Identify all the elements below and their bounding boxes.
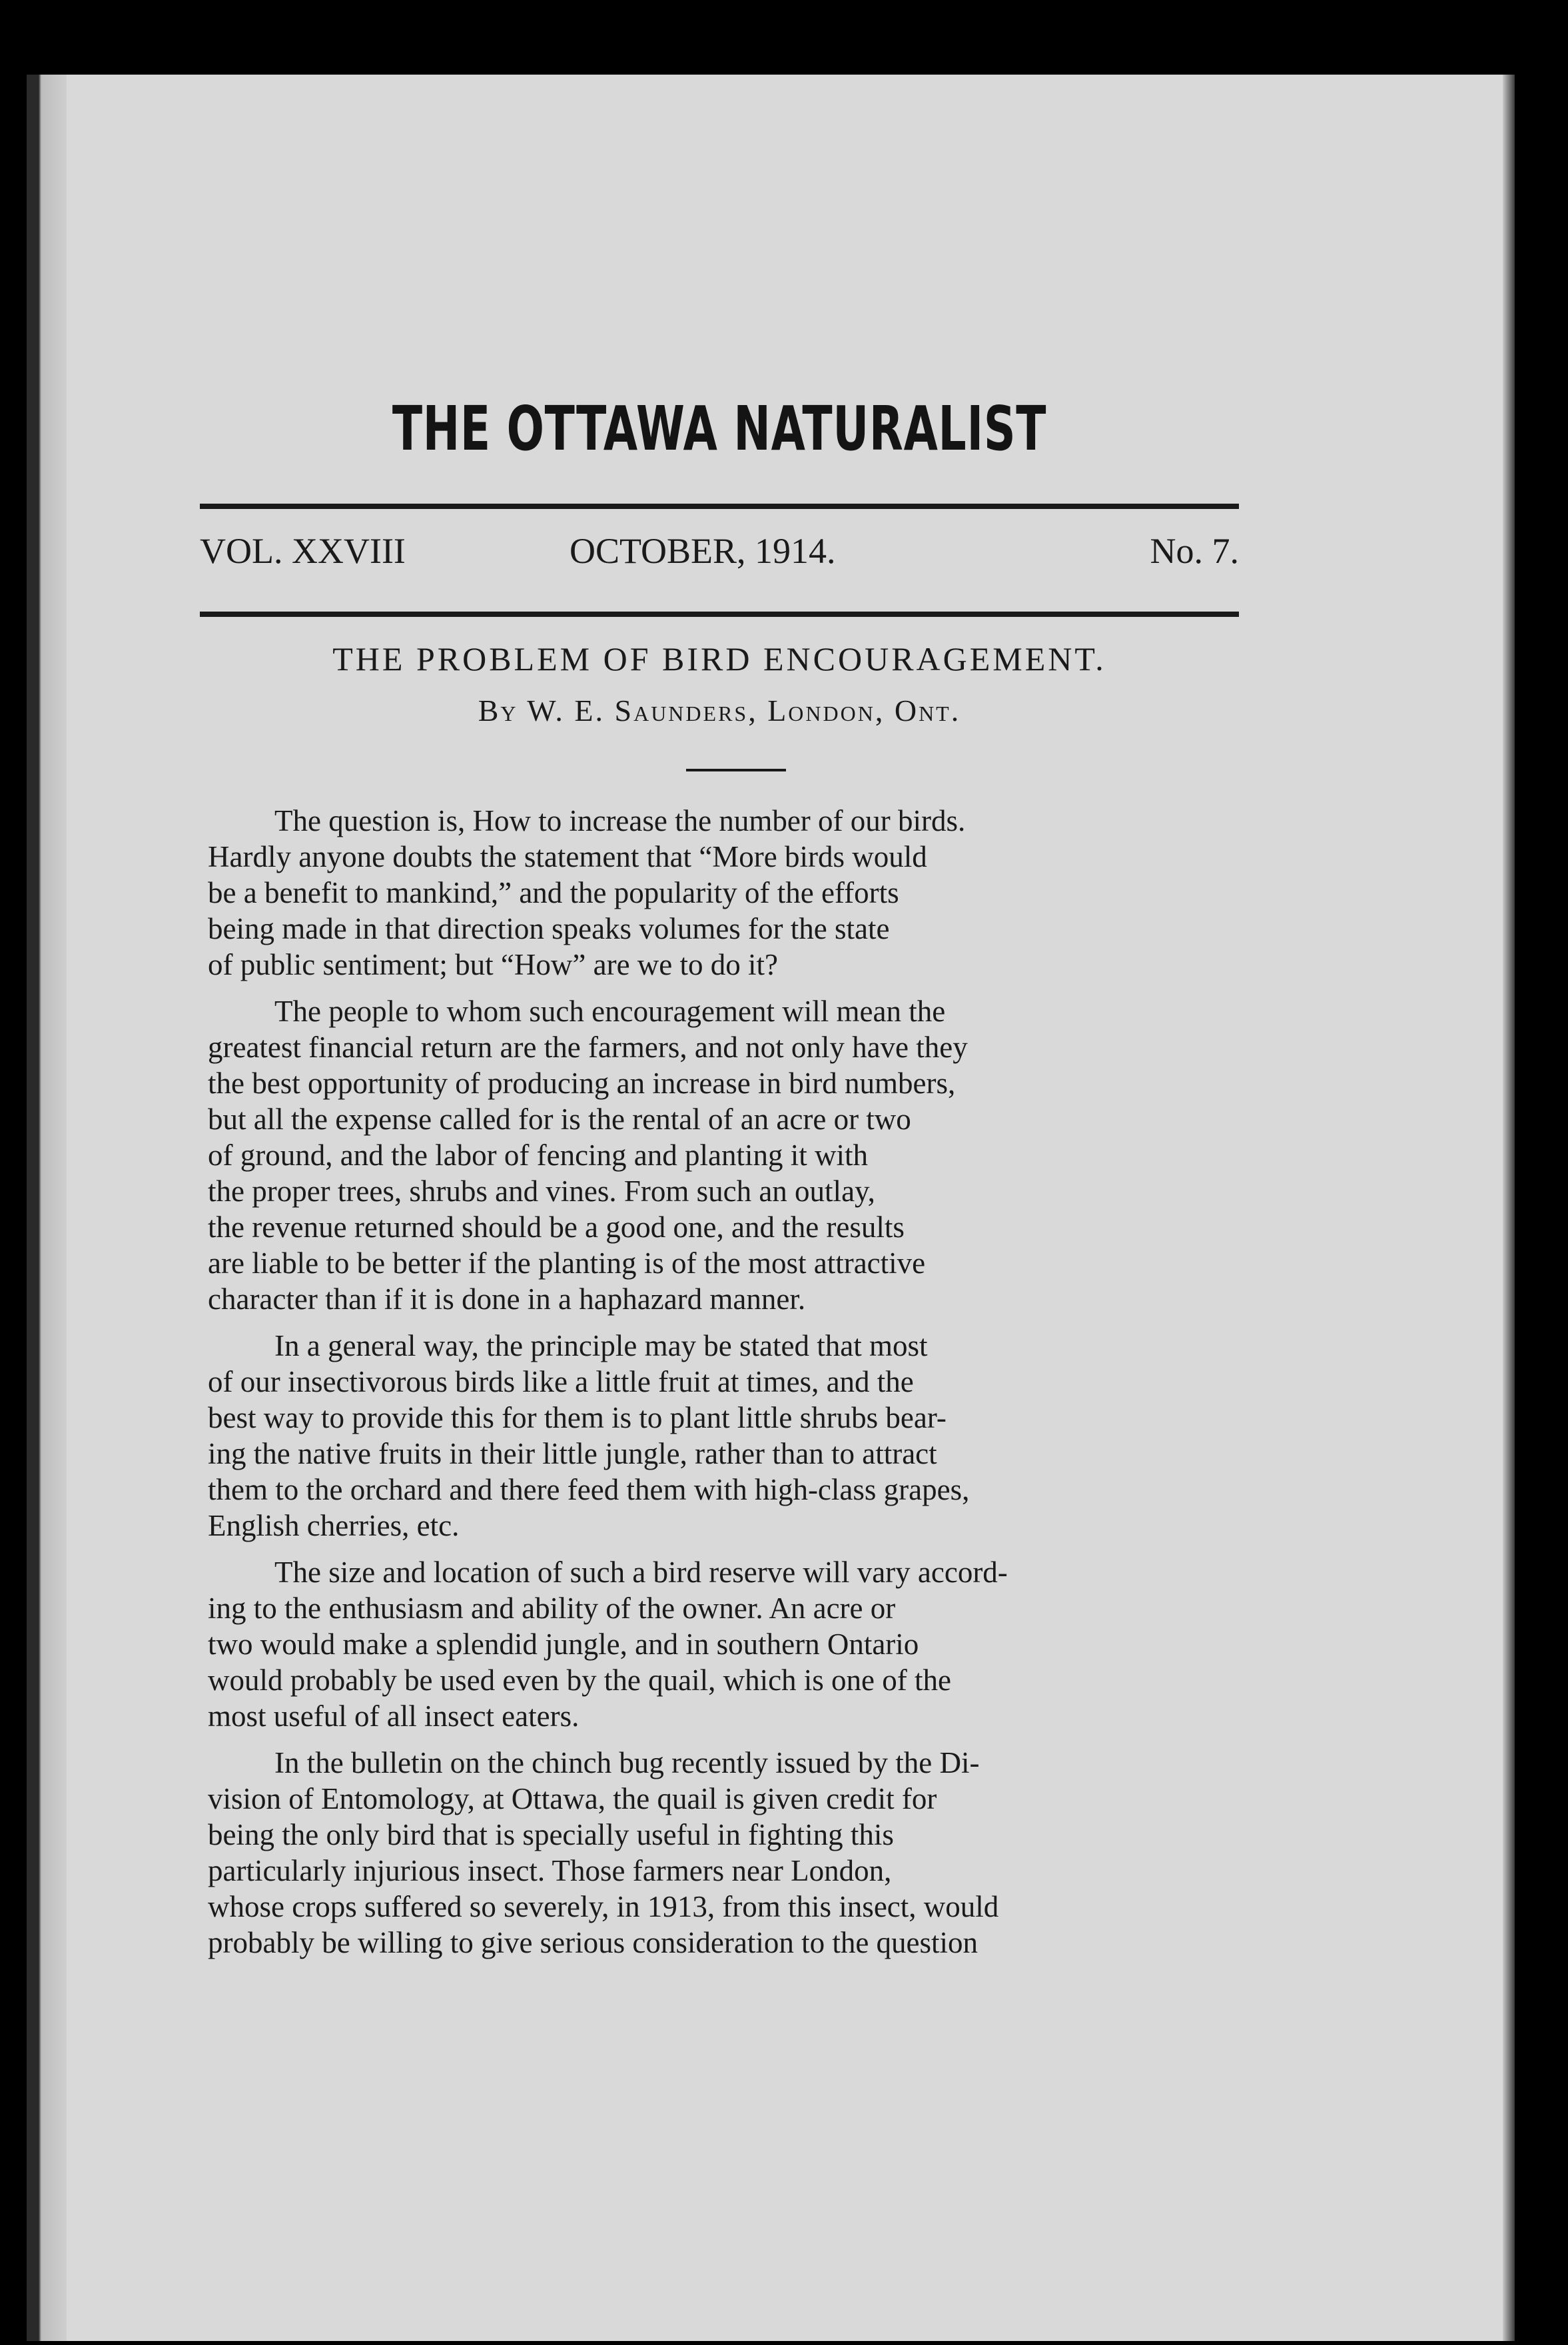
binding-spine — [27, 75, 67, 2341]
page-edge — [1503, 75, 1515, 2341]
bottom-rule — [200, 612, 1239, 617]
issue-line — [200, 530, 1239, 584]
article-byline: By W. E. Saunders, London, Ont. — [478, 694, 961, 727]
paragraph: The question is, How to increase the number of our birds. Hardly anyone doubts the statement that “More birds would be a benefit to mankind,” and the popularity of the efforts being made in that direction speaks volumes for the state of public sentiment; but “How” are we to do it? — [208, 804, 966, 981]
issue-number: No. 7. — [1150, 531, 1239, 571]
paragraph: The size and location of such a bird reserve will vary accord- ing to the enthusiasm and ability of the owner. An acre or two would make a splendid jungle, and in southern Ontario would probably be used even by the quail, which is one of the most useful of all insect eaters. — [208, 1556, 1008, 1733]
paragraph: The people to whom such encouragement will mean the greatest financial return are the farmers, and not only have they the best opportunity of producing an increase in bird numbers, but all the expense called for is the rental of an acre or two of ground, and the labor of fencing and planting it with the proper trees, shrubs and vines. From such an outlay, the revenue returned should be a good one, and the results are liable to be better if the planting is of the most attractive character than if it is done in a haphazard manner. — [208, 995, 968, 1316]
article-title: THE PROBLEM OF BIRD ENCOURAGEMENT. — [332, 640, 1106, 678]
top-rule — [200, 504, 1239, 509]
issue-date: OCTOBER, 1914. — [570, 531, 836, 571]
volume-label: VOL. XXVIII — [200, 531, 406, 571]
journal-title: THE OTTAWA NATURALIST — [392, 393, 1047, 464]
title-divider — [686, 769, 786, 771]
paragraph: In a general way, the principle may be stated that most of our insectivorous birds like a little fruit at times, and the best way to provide this for them is to plant little shrubs bear- ing the native fruits in their little jungle, rather than to attract them to the orchard and there feed them with high-class grapes, English cherries, etc. — [208, 1329, 970, 1542]
paragraph: In the bulletin on the chinch bug recently issued by the Di- vision of Entomology, at Ottawa, the quail is given credit for being the only bird that is specially useful in fighting this particularly injurious insect. Those farmers near London, whose crops suffered so severely, in 1913, from this insect, would probably be willing to give serious consideration to the question — [208, 1746, 999, 1959]
article-body — [208, 803, 1247, 1971]
